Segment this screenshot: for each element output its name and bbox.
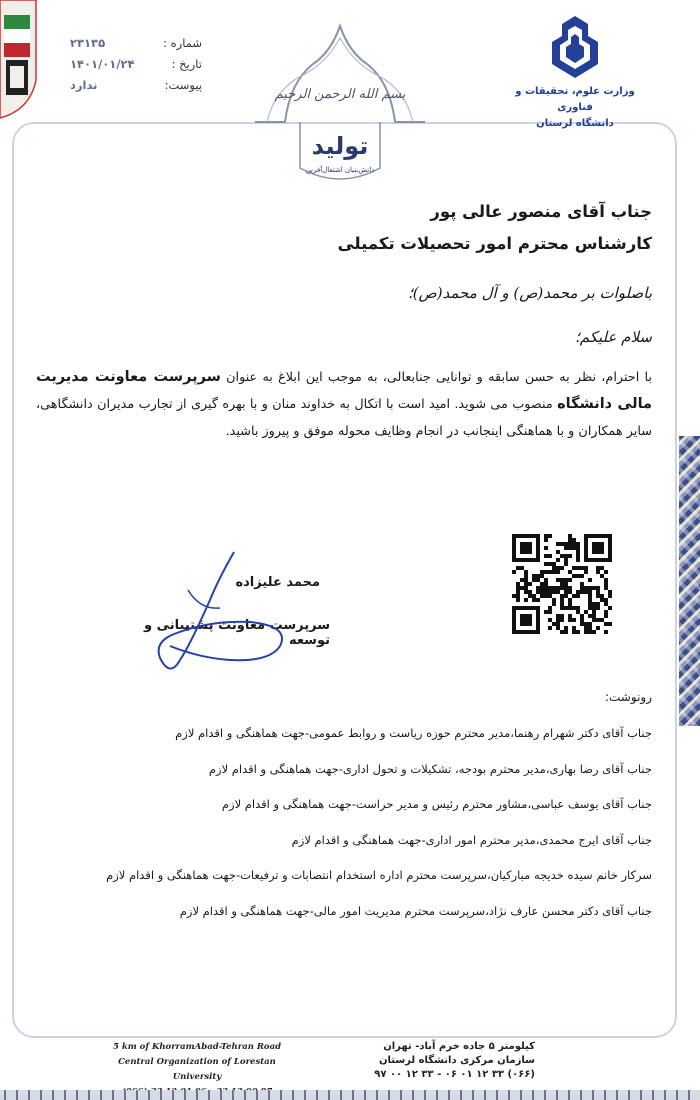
- university-logo-icon: [548, 14, 602, 80]
- header-emblem: [245, 18, 435, 198]
- cc-item: جناب آقای ایرج محمدی،مدیر محترم امور اداری-جهت هماهنگی و اقدام لازم: [291, 832, 652, 847]
- qr-finder-pattern: [512, 534, 540, 562]
- cc-item: جناب آقای دکتر محسن عارف نژاد،سرپرست محترم مدیریت امور مالی-جهت هماهنگی و اقدام لازم: [179, 903, 652, 918]
- footer-fa-line1: کیلومتر ۵ جاده خرم آباد- تهران: [383, 1041, 535, 1052]
- footer-en-line2: Central Organization of Lorestan University: [118, 1057, 276, 1082]
- footer-en-line1: 5 km of KhorramAbad-Tehran Road: [112, 1042, 282, 1052]
- cc-item: سرکار خانم سیده خدیجه مبارکیان،سرپرست محترم اداره استخدام انتصابات و ترفیعات-جهت هماهنگی و اقدام لازم: [106, 868, 652, 883]
- signatory-name: محمد علیزاده: [235, 575, 320, 590]
- salutation-salawat: باصلوات بر محمد(ص) و آل محمد(ص)؛: [407, 284, 652, 302]
- signatory-title: سرپرست معاونت پشتیبانی و توسعه: [144, 618, 330, 648]
- body-rest: منصوب می شوید. امید است با اتکال به خداوند منان و با بهره گیری از تجارب مدیران دانشگاهی، سایر همکاران و با هماهنگی اینجانب در انجام وظایف محوله موفق و پیروز باشید.: [36, 397, 652, 439]
- salutation-greeting: سلام علیکم؛: [574, 328, 652, 346]
- ministry-header: [500, 14, 650, 132]
- letter-meta: [70, 32, 202, 95]
- cc-item: جناب آقای رضا بهاری،مدیر محترم بودجه، تشکیلات و تحول اداری-جهت هماهنگی و اقدام لازم: [208, 761, 652, 776]
- meta-number-label: شماره :: [163, 35, 202, 50]
- ministry-name: وزارت علوم، تحقیقات و فناوری: [515, 86, 635, 113]
- qr-finder-pattern: [512, 606, 540, 634]
- university-name: دانشگاه لرستان: [536, 118, 614, 129]
- cc-item: جناب آقای یوسف عباسی،مشاور محترم رئیس و مدیر حراست-جهت هماهنگی و اقدام لازم: [221, 797, 652, 812]
- meta-number-value: ۲۳۱۳۵: [70, 35, 106, 50]
- body-intro: با احترام، نظر به حسن سابقه و توانایی جنابعالی، به موجب این ابلاغ به عنوان: [226, 370, 652, 385]
- organization-logo: [0, 0, 40, 120]
- bismillah-text: بسم الله الرحمن الرحیم: [274, 87, 406, 102]
- cc-item: جناب آقای دکتر شهرام رهنما،مدیر محترم حوزه ریاست و روابط عمومی-جهت هماهنگی و اقدام لازم: [175, 726, 652, 740]
- footer-fa-line3: (۰۶۶) ۳۳ ۱۲ ۰۱ ۰۶ - ۳۳ ۱۲ ۰۰ ۹۷: [374, 1069, 535, 1080]
- cc-heading: رونوشت:: [604, 690, 652, 704]
- footer-fa-line2: سازمان مرکزی دانشگاه لرستان: [378, 1055, 535, 1066]
- decorative-tile-border: [679, 436, 700, 726]
- cc-list: [92, 722, 652, 936]
- recipient-name: جناب آقای منصور عالی پور: [430, 202, 652, 221]
- meta-date-value: ۱۴۰۱/۰۱/۲۴: [70, 56, 135, 71]
- meta-attachment-value: ندارد: [70, 77, 98, 92]
- qr-finder-pattern: [584, 534, 612, 562]
- meta-date-label: تاریخ :: [171, 56, 202, 71]
- recipient-position: کارشناس محترم امور تحصیلات تکمیلی: [337, 234, 652, 253]
- emblem-word: تولید: [311, 132, 369, 160]
- meta-attachment-row: [70, 74, 202, 95]
- qr-code: [512, 533, 612, 635]
- recipient-block: [92, 196, 652, 260]
- body-appointment-title: سرپرست معاونت مدیریت مالی دانشگاه: [36, 369, 652, 412]
- emblem-caption: دانش‌بنیان اشتغال‌آفرین: [305, 166, 375, 174]
- meta-attachment-label: پیوست:: [164, 77, 202, 92]
- decorative-bottom-band: [0, 1090, 700, 1100]
- meta-number-row: [70, 32, 202, 53]
- meta-date-row: [70, 53, 202, 74]
- footer-address-fa: [350, 1040, 535, 1082]
- letter-body: [36, 364, 652, 445]
